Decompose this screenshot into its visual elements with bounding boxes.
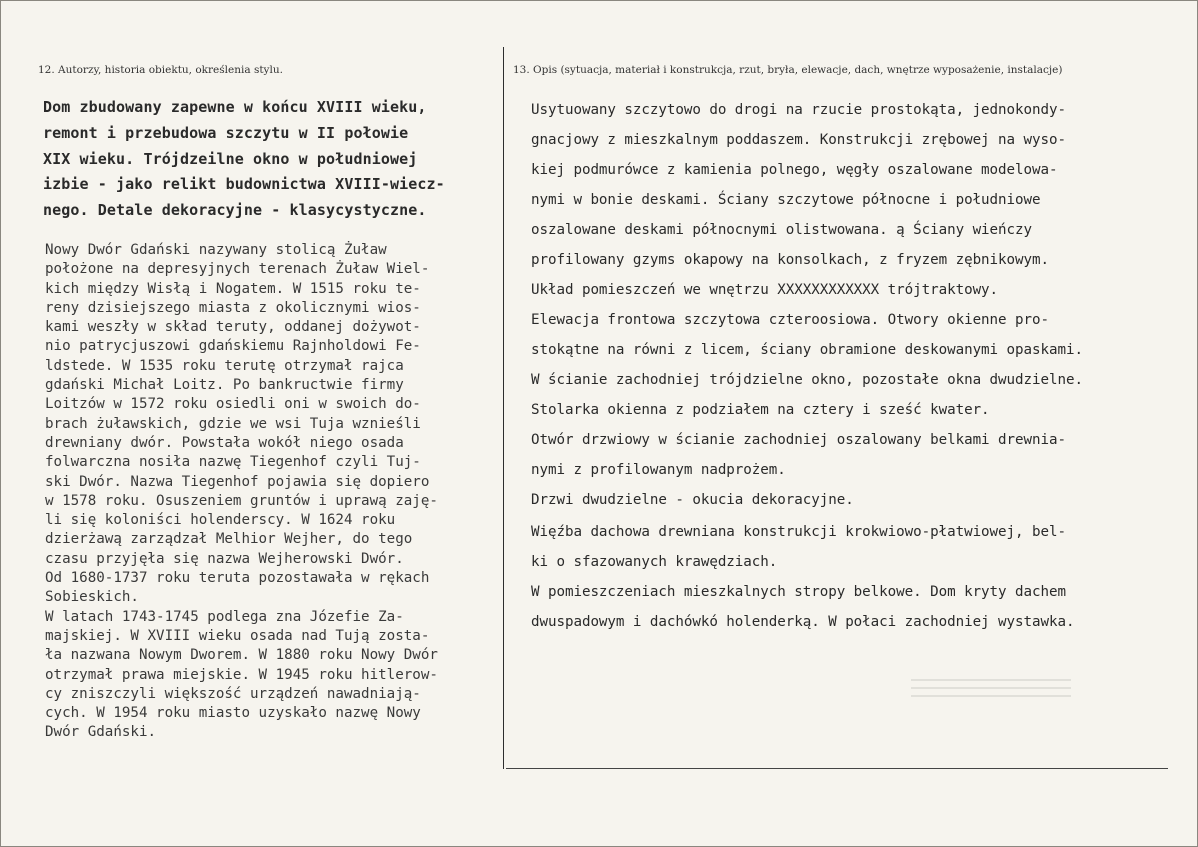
text-line: ki o sfazowanych krawędziach. bbox=[531, 554, 778, 570]
history-summary bbox=[43, 95, 445, 224]
text-line: brach żuławskich, gdzie we wsi Tuja wznieśli bbox=[45, 415, 421, 432]
text-line: nio patrycjuszowi gdańskiemu Rajnholdowi Fe- bbox=[45, 338, 421, 355]
text-line: dwuspadowym i dachówkó holenderką. W połaci zachodniej wystawka. bbox=[531, 614, 1075, 630]
text-line: Otwór drzwiowy w ścianie zachodniej oszalowany belkami drewnia- bbox=[531, 432, 1066, 448]
text-line: Dwór Gdański. bbox=[45, 724, 157, 741]
text-line: stokątne na równi z licem, ściany obramione deskowanymi opaskami. bbox=[531, 342, 1083, 358]
text-line: folwarczna nosiła nazwę Tiegenhof czyli Tuj- bbox=[45, 454, 421, 471]
text-line: kich między Wisłą i Nogatem. W 1515 roku te- bbox=[45, 280, 421, 297]
text-line: W pomieszczeniach mieszkalnych stropy belkowe. Dom kryty dachem bbox=[531, 584, 1066, 600]
text-line: Loitzów w 1572 roku osiedli oni w swoich do- bbox=[45, 396, 421, 413]
text-line: ła nazwana Nowym Dworem. W 1880 roku Nowy Dwór bbox=[45, 647, 438, 664]
text-line: w 1578 roku. Osuszeniem gruntów i uprawą zaję- bbox=[45, 492, 438, 509]
text-line: otrzymał prawa miejskie. W 1945 roku hitlerow- bbox=[45, 666, 438, 683]
text-line: nymi z profilowanym nadprożem. bbox=[531, 462, 786, 478]
text-line: profilowany gzyms okapowy na konsolkach, z fryzem zębnikowym. bbox=[531, 252, 1049, 268]
text-line: drewniany dwór. Powstała wokół niego osada bbox=[45, 434, 404, 451]
text-line: Stolarka okienna z podziałem na cztery i sześć kwater. bbox=[531, 402, 990, 418]
town-history bbox=[45, 241, 438, 743]
text-line: czasu przyjęła się nazwa Wejherowski Dwór. bbox=[45, 550, 404, 567]
text-line: oszalowane deskami północnymi olistwowana. ą Ściany wieńczy bbox=[531, 222, 1033, 238]
text-line: Usytuowany szczytowo do drogi na rzucie prostokąta, jednokondy- bbox=[531, 102, 1066, 118]
text-line: izbie - jako relikt budownictwa XVIII-wiecz- bbox=[43, 175, 445, 194]
section-12-header: 12. Autorzy, historia obiektu, określenia stylu. bbox=[38, 64, 283, 76]
text-line: li się koloniści holenderscy. W 1624 roku bbox=[45, 512, 396, 529]
text-line: gnacjowy z mieszkalnym poddaszem. Konstrukcji zrębowej na wyso- bbox=[531, 132, 1066, 148]
text-line: W latach 1743-1745 podlega zna Józefie Za- bbox=[45, 608, 404, 625]
text-line: gdański Michał Loitz. Po bankructwie firmy bbox=[45, 377, 404, 394]
text-line: Sobieskich. bbox=[45, 589, 139, 606]
building-description bbox=[531, 95, 1083, 637]
text-line: dzierżawą zarządzał Melhior Wejher, do tego bbox=[45, 531, 413, 548]
section-13-header: 13. Opis (sytuacja, materiał i konstrukcja, rzut, bryła, elewacje, dach, wnętrze wyposażenie, instalacje) bbox=[513, 64, 1063, 76]
text-line: majskiej. W XVIII wieku osada nad Tują zosta- bbox=[45, 627, 430, 644]
text-line: W ścianie zachodniej trójdzielne okno, pozostałe okna dwudzielne. bbox=[531, 372, 1083, 388]
text-line: XIX wieku. Trójdzeilne okno w południowej bbox=[43, 149, 418, 168]
text-line: Dom zbudowany zapewne w końcu XVIII wieku, bbox=[43, 98, 427, 116]
text-line: Elewacja frontowa szczytowa czteroosiowa. Otwory okienne pro- bbox=[531, 312, 1049, 328]
text-line: ldstede. W 1535 roku terutę otrzymał rajca bbox=[45, 357, 404, 374]
text-line: nymi w bonie deskami. Ściany szczytowe północne i południowe bbox=[531, 192, 1041, 208]
text-line: Nowy Dwór Gdański nazywany stolicą Żuław bbox=[45, 242, 387, 258]
text-line: kami weszły w skład teruty, oddanej dożywot- bbox=[45, 319, 421, 336]
text-line: ski Dwór. Nazwa Tiegenhof pojawia się dopiero bbox=[45, 473, 430, 490]
bottom-rule bbox=[506, 768, 1168, 769]
text-line: kiej podmurówce z kamienia polnego, węgły oszalowane modelowa- bbox=[531, 162, 1058, 178]
text-line: nego. Detale dekoracyjne - klasycystyczne. bbox=[43, 201, 427, 220]
bleed-through-marks bbox=[911, 673, 1071, 717]
text-line: Więźba dachowa drewniana konstrukcji krokwiowo-płatwiowej, bel- bbox=[531, 524, 1066, 540]
text-line: Od 1680-1737 roku teruta pozostawała w rękach bbox=[45, 570, 430, 587]
text-line: Układ pomieszczeń we wnętrzu XXXXXXXXXXXX trójtraktowy. bbox=[531, 282, 999, 298]
text-line: remont i przebudowa szczytu w II połowie bbox=[43, 123, 409, 142]
text-line: położone na depresyjnych terenach Żuław Wiel- bbox=[45, 261, 430, 278]
text-line: reny dzisiejszego miasta z okolicznymi wios- bbox=[45, 299, 421, 316]
text-line: cy zniszczyli większość urządzeń nawadniają- bbox=[45, 685, 421, 702]
text-line: Drzwi dwudzielne - okucia dekoracyjne. bbox=[531, 492, 854, 508]
column-divider bbox=[503, 47, 504, 769]
text-line: cych. W 1954 roku miasto uzyskało nazwę Nowy bbox=[45, 705, 421, 722]
